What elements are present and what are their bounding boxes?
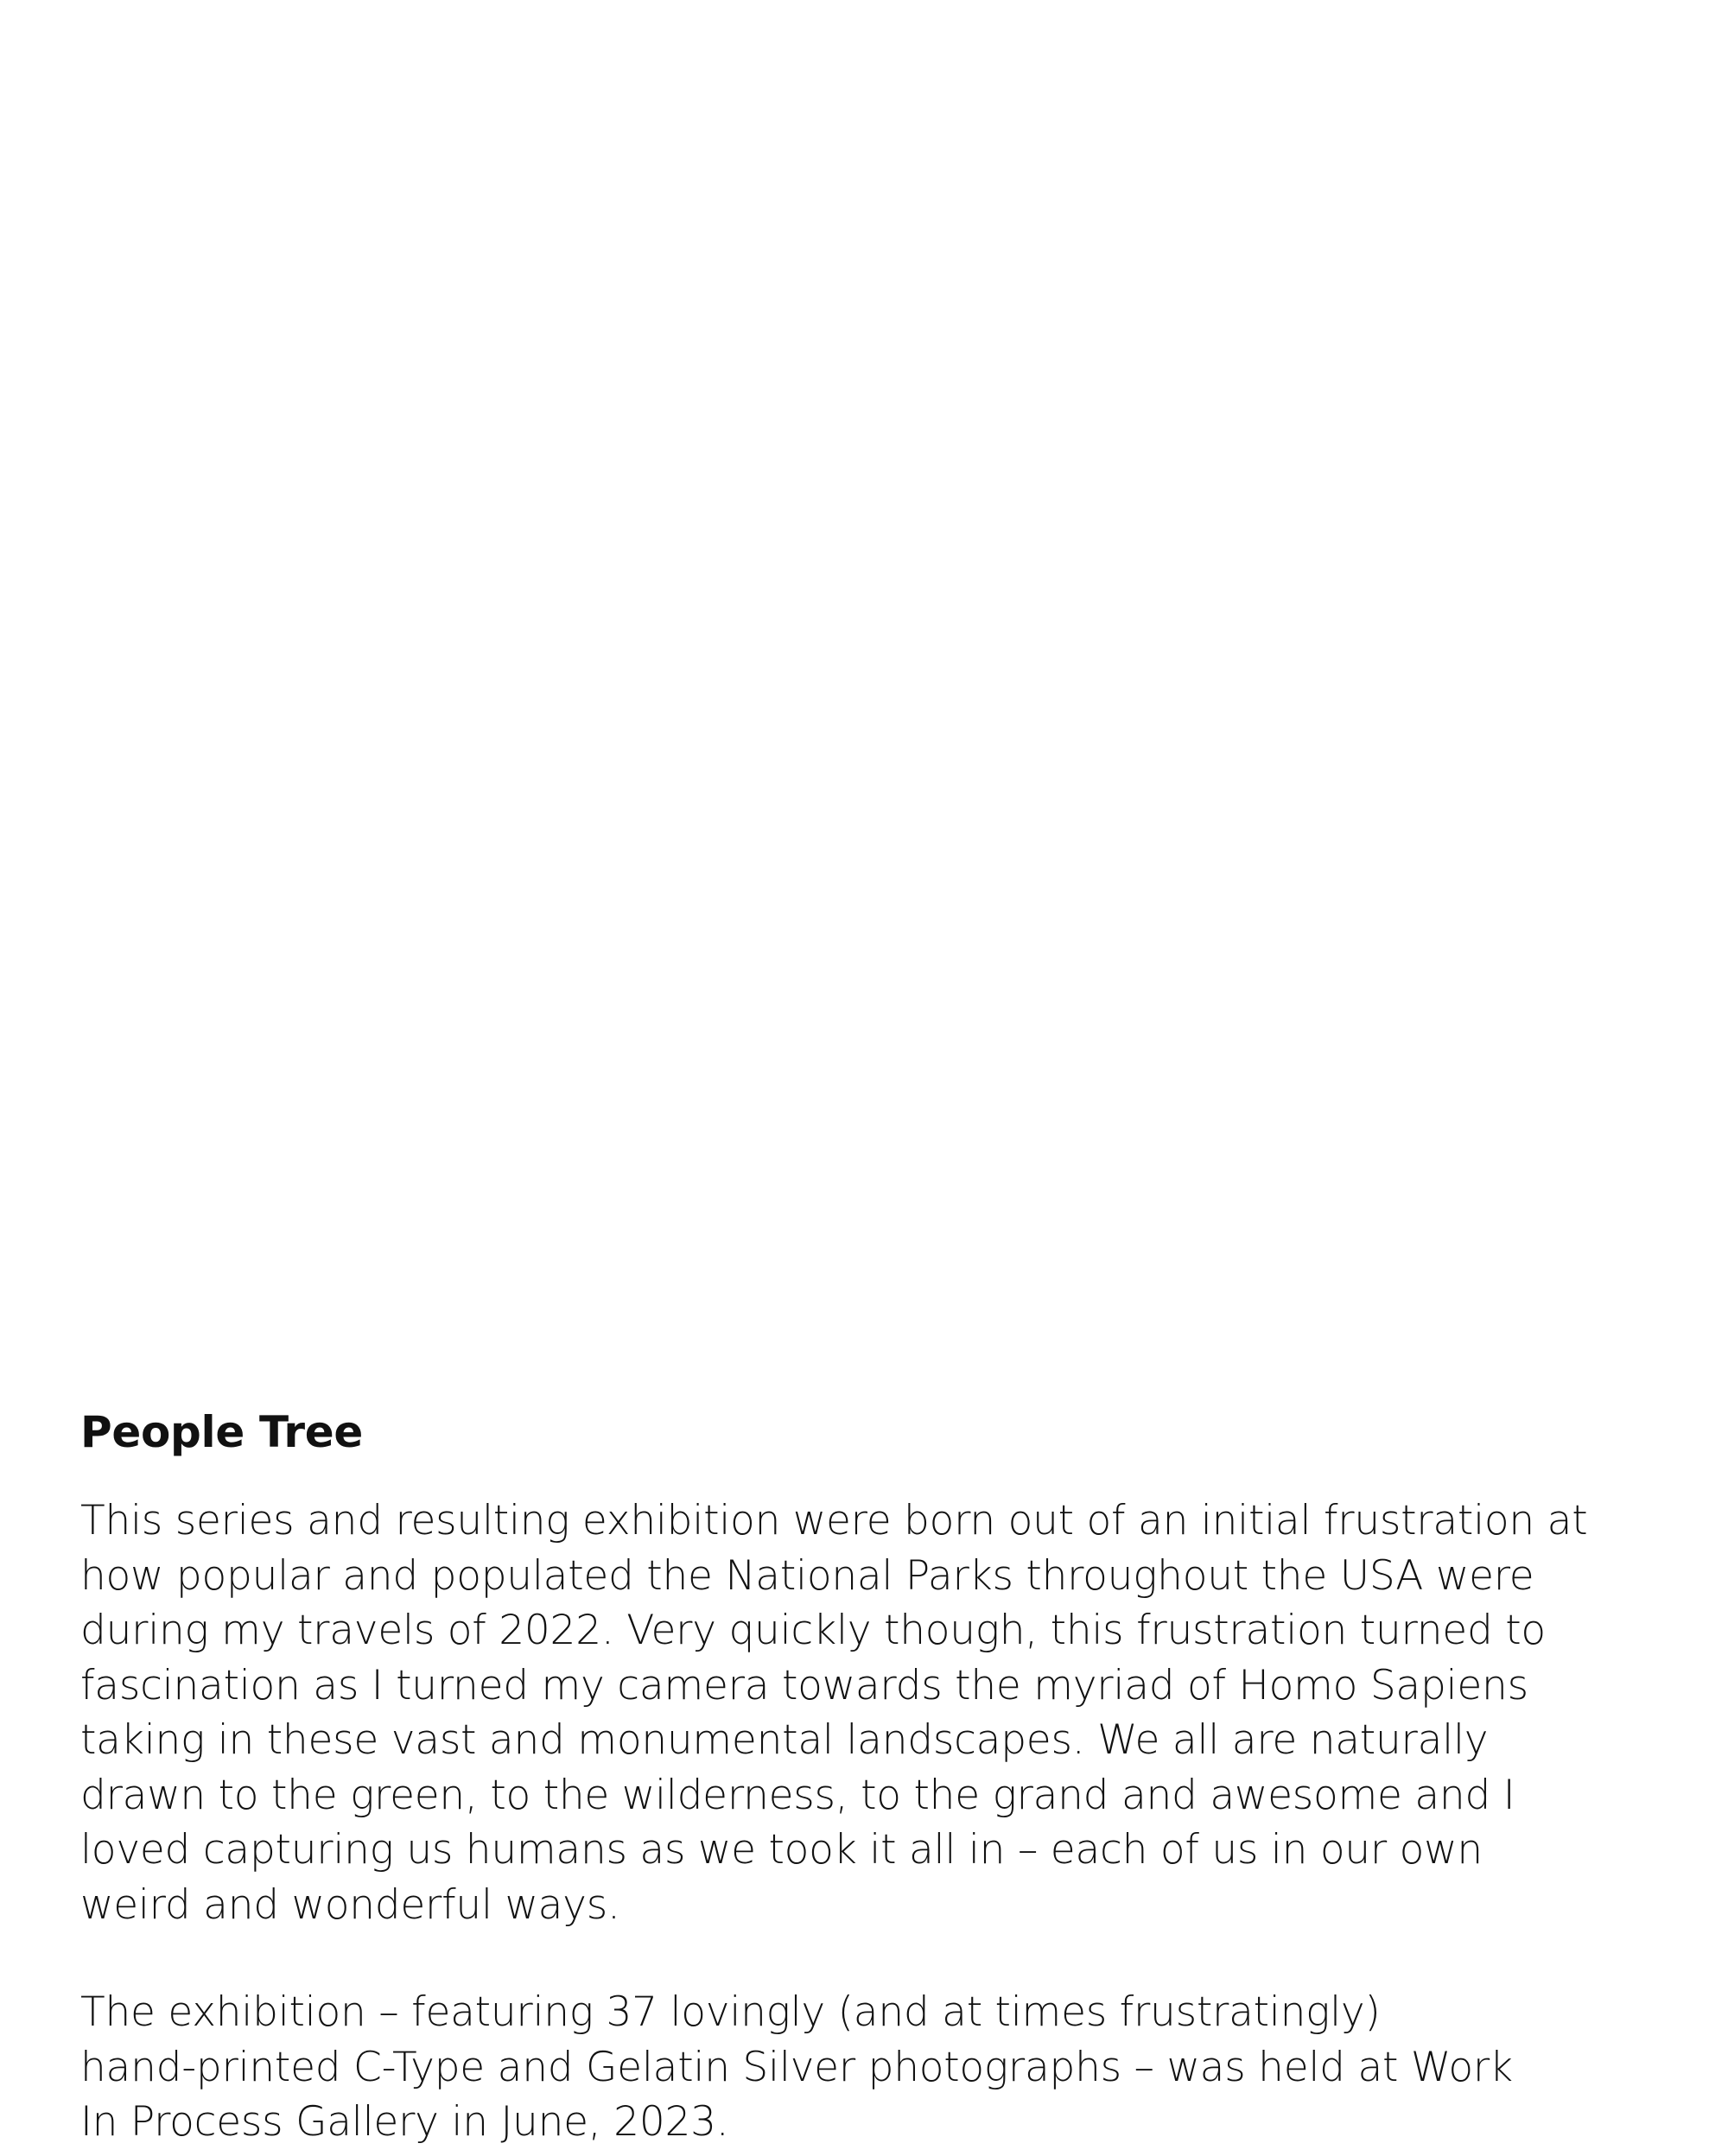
paragraph-line: This series and resulting exhibition were born out of an initial frustration at bbox=[80, 1497, 1588, 1544]
paragraph-line: In Process Gallery in June, 2023. bbox=[80, 2098, 729, 2146]
description-paragraph bbox=[80, 1493, 1666, 1932]
exhibition-text-block bbox=[80, 1406, 1666, 2150]
paragraph-line: The exhibition – featuring 37 lovingly (and at times frustratingly) bbox=[80, 1988, 1381, 2036]
page-title: People Tree bbox=[80, 1407, 363, 1457]
paragraph-line: drawn to the green, to the wilderness, to the grand and awesome and I bbox=[80, 1771, 1515, 1819]
paragraph-line: how popular and populated the National Parks throughout the USA were bbox=[80, 1551, 1534, 1600]
paragraph-line: fascination as I turned my camera towards the myriad of Homo Sapiens bbox=[80, 1661, 1528, 1709]
paragraph-line: taking in these vast and monumental landscapes. We all are naturally bbox=[80, 1716, 1489, 1764]
paragraph-line: during my travels of 2022. Very quickly though, this frustration turned to bbox=[80, 1607, 1546, 1654]
paragraph-line: weird and wonderful ways. bbox=[80, 1880, 620, 1929]
paragraph-line: hand-printed C-Type and Gelatin Silver photographs – was held at Work bbox=[80, 2043, 1513, 2091]
exhibition-details-paragraph bbox=[80, 1985, 1666, 2150]
paragraph-line: loved capturing us humans as we took it all in – each of us in our own bbox=[80, 1826, 1483, 1874]
